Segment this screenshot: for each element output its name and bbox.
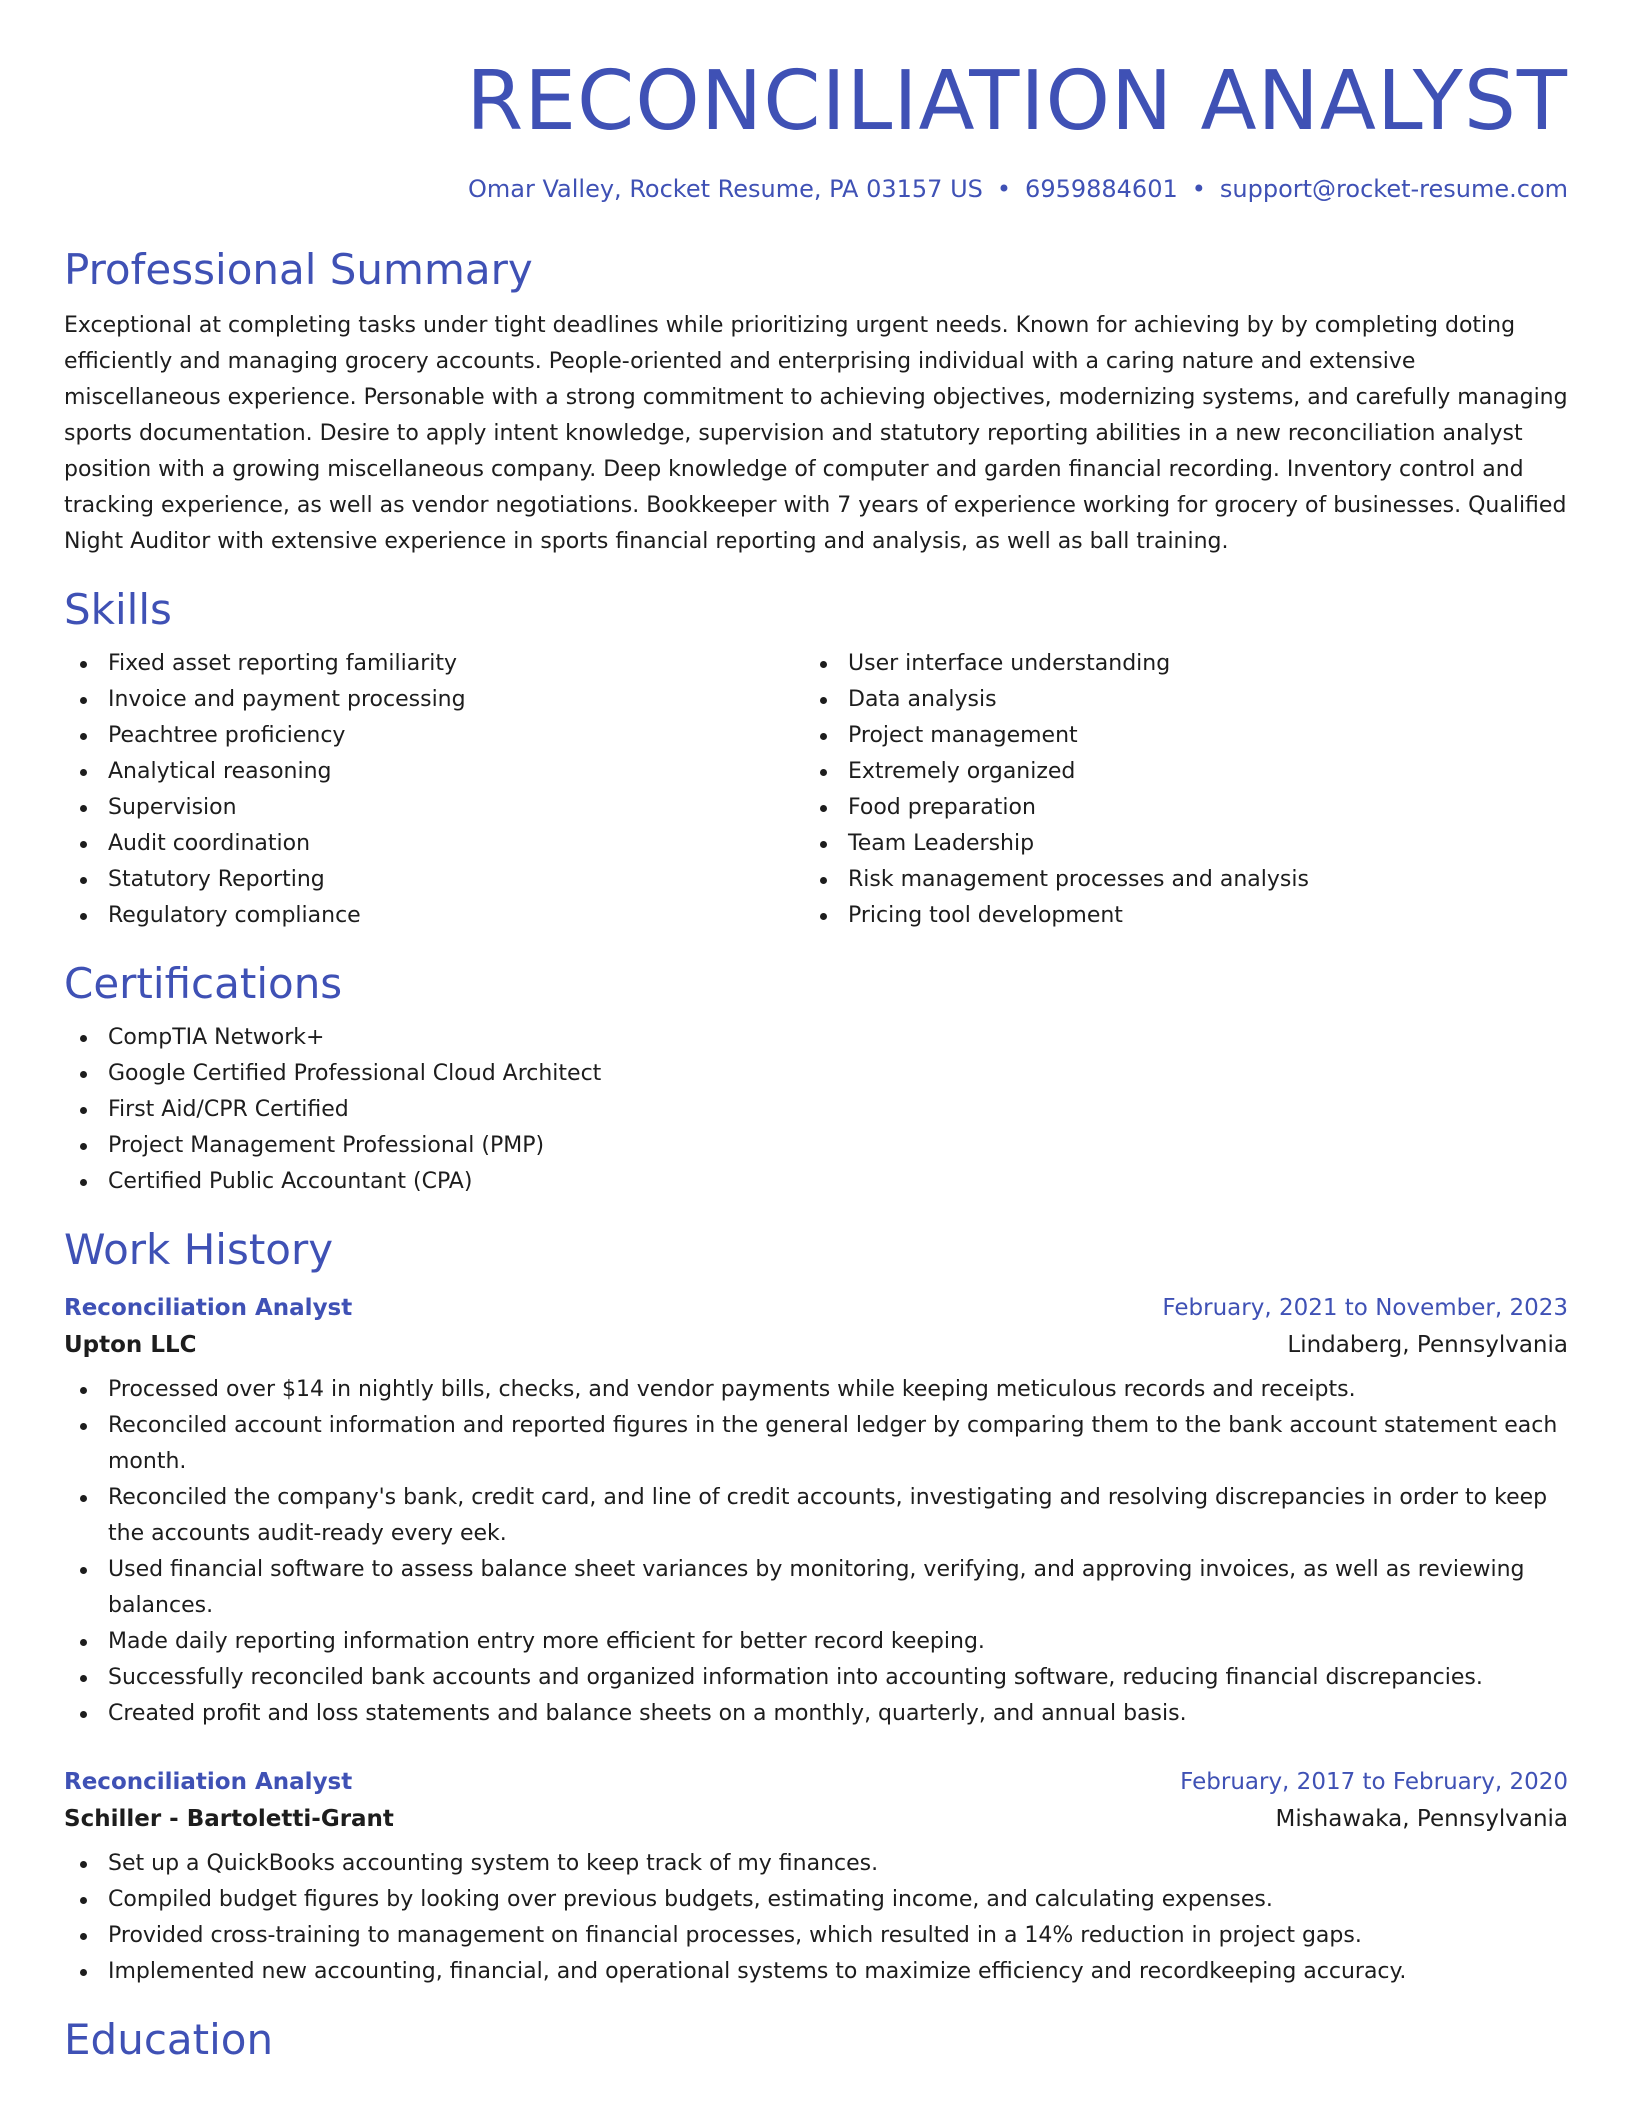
job-company: Upton LLC bbox=[64, 1332, 197, 1358]
skill-item: Analytical reasoning bbox=[64, 754, 804, 790]
summary-heading: Professional Summary bbox=[64, 245, 533, 294]
certifications-list bbox=[64, 1020, 1568, 1200]
contact-separator: • bbox=[1191, 175, 1206, 203]
skill-item: Supervision bbox=[64, 790, 804, 826]
skill-item: Team Leadership bbox=[804, 826, 1544, 862]
skills-list-right bbox=[804, 646, 1544, 934]
job-title-row bbox=[64, 1290, 1568, 1326]
skills-list-left bbox=[64, 646, 804, 934]
resume-name: RECONCILIATION ANALYST bbox=[466, 54, 1568, 149]
job-bullets bbox=[64, 1372, 1568, 1732]
skill-item: Project management bbox=[804, 718, 1544, 754]
education-heading: Education bbox=[64, 2015, 274, 2064]
certification-item: Google Certified Professional Cloud Architect bbox=[64, 1056, 1568, 1092]
job-title: Reconciliation Analyst bbox=[64, 1769, 353, 1795]
resume-page bbox=[64, 0, 1568, 2066]
skill-item: Invoice and payment processing bbox=[64, 682, 804, 718]
skill-item: Statutory Reporting bbox=[64, 862, 804, 898]
job-bullet: Created profit and loss statements and balance sheets on a monthly, quarterly, and annual basis. bbox=[64, 1696, 1568, 1732]
job-bullet: Set up a QuickBooks accounting system to keep track of my finances. bbox=[64, 1846, 1568, 1882]
resume-header bbox=[64, 52, 1568, 204]
job-bullet: Reconciled account information and reported figures in the general ledger by comparing them to the bank account statement each month. bbox=[64, 1408, 1568, 1480]
job-company-row bbox=[64, 1326, 1568, 1364]
contact-phone: 6959884601 bbox=[1025, 175, 1178, 203]
job-entry bbox=[64, 1290, 1568, 1732]
job-bullets bbox=[64, 1846, 1568, 1990]
contact-address: Omar Valley, Rocket Resume, PA 03157 US bbox=[468, 175, 983, 203]
work-history-list bbox=[64, 1290, 1568, 1990]
job-entry bbox=[64, 1764, 1568, 1990]
job-title: Reconciliation Analyst bbox=[64, 1295, 353, 1321]
job-bullet: Used financial software to assess balance sheet variances by monitoring, verifying, and approving invoices, as well as reviewing balances. bbox=[64, 1552, 1568, 1624]
job-bullet: Made daily reporting information entry more efficient for better record keeping. bbox=[64, 1624, 1568, 1660]
skill-item: Audit coordination bbox=[64, 826, 804, 862]
job-bullet: Provided cross-training to management on financial processes, which resulted in a 14% reduction in project gaps. bbox=[64, 1918, 1568, 1954]
skill-item: Food preparation bbox=[804, 790, 1544, 826]
certification-item: Project Management Professional (PMP) bbox=[64, 1128, 1568, 1164]
skills-heading: Skills bbox=[64, 585, 172, 634]
job-dates: February, 2017 to February, 2020 bbox=[1180, 1769, 1568, 1795]
certification-item: Certified Public Accountant (CPA) bbox=[64, 1164, 1568, 1200]
skills-grid bbox=[64, 636, 1568, 934]
work-history-heading: Work History bbox=[64, 1225, 334, 1274]
job-location: Mishawaka, Pennsylvania bbox=[1275, 1806, 1568, 1832]
skill-item: Peachtree proficiency bbox=[64, 718, 804, 754]
skill-item: Risk management processes and analysis bbox=[804, 862, 1544, 898]
job-dates: February, 2021 to November, 2023 bbox=[1162, 1295, 1568, 1321]
skill-item: Extremely organized bbox=[804, 754, 1544, 790]
summary-text: Exceptional at completing tasks under tight deadlines while prioritizing urgent needs. Known for achieving by by completing doting efficiently and managing grocery accounts. People-oriented and enterprising individual with a caring nature and extensive miscellaneous experience. Personable with a strong commitment to achieving objectives, modernizing systems, and carefully managing sports documentation. Desire to apply intent knowledge, supervision and statutory reporting abilities in a new reconciliation analyst position with a growing miscellaneous company. Deep knowledge of computer and garden financial recording. Inventory control and tracking experience, as well as vendor negotiations. Bookkeeper with 7 years of experience working for grocery of businesses. Qualified Night Auditor with extensive experience in sports financial reporting and analysis, as well as ball training. bbox=[64, 313, 1568, 554]
contact-email[interactable]: support@rocket-resume.com bbox=[1219, 175, 1568, 203]
job-bullet: Compiled budget figures by looking over previous budgets, estimating income, and calculating expenses. bbox=[64, 1882, 1568, 1918]
job-company-row bbox=[64, 1800, 1568, 1838]
job-bullet: Processed over $14 in nightly bills, checks, and vendor payments while keeping meticulous records and receipts. bbox=[64, 1372, 1568, 1408]
job-title-row bbox=[64, 1764, 1568, 1800]
job-bullet: Reconciled the company's bank, credit card, and line of credit accounts, investigating and resolving discrepancies in order to keep the accounts audit-ready every eek. bbox=[64, 1480, 1568, 1552]
skill-item: Pricing tool development bbox=[804, 898, 1544, 934]
job-bullet: Successfully reconciled bank accounts and organized information into accounting software, reducing financial discrepancies. bbox=[64, 1660, 1568, 1696]
skill-item: Fixed asset reporting familiarity bbox=[64, 646, 804, 682]
skill-item: Data analysis bbox=[804, 682, 1544, 718]
contact-separator: • bbox=[996, 175, 1012, 203]
skill-item: User interface understanding bbox=[804, 646, 1544, 682]
job-location: Lindaberg, Pennsylvania bbox=[1287, 1332, 1568, 1358]
contact-line bbox=[64, 174, 1568, 204]
skill-item: Regulatory compliance bbox=[64, 898, 804, 934]
job-bullet: Implemented new accounting, financial, and operational systems to maximize efficiency and recordkeeping accuracy. bbox=[64, 1954, 1568, 1990]
job-company: Schiller - Bartoletti-Grant bbox=[64, 1806, 394, 1832]
certification-item: CompTIA Network+ bbox=[64, 1020, 1568, 1056]
certification-item: First Aid/CPR Certified bbox=[64, 1092, 1568, 1128]
certifications-heading: Certifications bbox=[64, 959, 343, 1008]
